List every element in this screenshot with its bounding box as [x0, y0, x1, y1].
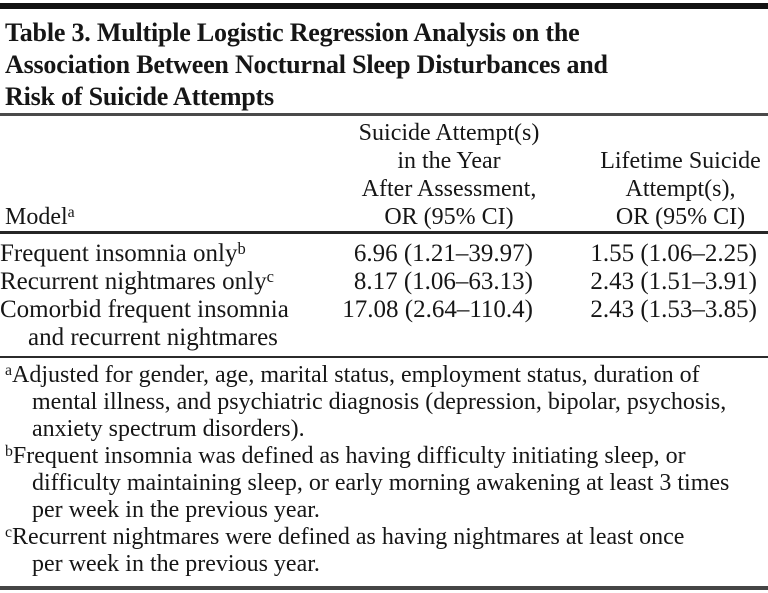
or-year-after-value: 17.08 (2.64–110.4)	[342, 296, 533, 323]
footnote-b	[5, 442, 764, 524]
footnote-line: difficulty maintaining sleep, or early morning awakening at least 3 times	[32, 470, 730, 496]
model-label: Frequent insomnia only	[0, 240, 238, 267]
footnote-marker-c: c	[5, 523, 13, 541]
model-cell	[0, 296, 332, 352]
bottom-border-bar	[0, 586, 768, 590]
footnote-line: anxiety spectrum disorders).	[32, 416, 305, 442]
table-title-line-3: Risk of Suicide Attempts	[5, 82, 274, 111]
table-row-comorbid	[0, 296, 768, 352]
footnote-a	[5, 361, 764, 443]
footnote-line: mental illness, and psychiatric diagnosis (depression, bipolar, psychosis,	[32, 389, 727, 415]
footnote-marker-b-ref: b	[237, 238, 246, 258]
model-label: Recurrent nightmares only	[0, 268, 267, 295]
footnote-text: Frequent insomnia was defined as having difficulty initiating sleep, or	[12, 443, 686, 469]
column-header-line: Lifetime Suicide	[600, 148, 761, 174]
table-row-frequent-insomnia	[0, 240, 768, 268]
table-title-line-1: Table 3. Multiple Logistic Regression Analysis on the	[5, 18, 580, 47]
column-header-line: Attempt(s),	[625, 176, 736, 202]
model-cell	[0, 268, 332, 296]
or-year-after-value: 6.96 (1.21–39.97)	[353, 240, 533, 267]
or-lifetime-value: 2.43 (1.51–3.91)	[590, 268, 757, 295]
rule-under-body	[0, 356, 768, 358]
table-body	[0, 240, 768, 352]
or-lifetime-value: 1.55 (1.06–2.25)	[590, 240, 757, 267]
model-label-line-1: Comorbid frequent insomnia	[0, 296, 289, 323]
footnote-marker-b: b	[5, 442, 13, 460]
column-header-model	[5, 203, 337, 231]
rule-under-title	[0, 113, 768, 116]
footnote-marker-c-ref: c	[266, 266, 274, 286]
column-header-lifetime-suicide-attempt	[541, 147, 765, 231]
or-lifetime-value: 2.43 (1.53–3.85)	[590, 296, 757, 323]
table-title	[0, 17, 768, 113]
model-cell	[0, 240, 332, 268]
footnote-line	[5, 524, 764, 551]
footnote-marker-a: a	[5, 361, 13, 379]
footnote-text: Adjusted for gender, age, marital status, employment status, duration of	[12, 362, 700, 388]
footnote-c	[5, 523, 764, 578]
column-header-line: After Assessment,	[361, 176, 537, 202]
column-header-line: OR (95% CI)	[384, 204, 514, 230]
footnote-text: Recurrent nightmares were defined as having nightmares at least once	[12, 524, 685, 550]
footnote-line	[5, 443, 764, 470]
table-column-headers	[5, 119, 765, 231]
table-row-recurrent-nightmares	[0, 268, 768, 296]
rule-under-header	[0, 231, 768, 234]
top-border-bar	[0, 3, 768, 9]
table-title-line-2: Association Between Nocturnal Sleep Disturbances and	[5, 50, 608, 79]
column-header-line: OR (95% CI)	[615, 204, 746, 230]
column-header-line: in the Year	[397, 148, 501, 174]
or-year-after-value: 8.17 (1.06–63.13)	[353, 268, 533, 295]
footnote-line	[5, 362, 764, 389]
column-header-model-label: Model	[5, 204, 68, 230]
model-label-line-2: and recurrent nightmares	[28, 324, 278, 351]
column-header-suicide-attempt-year-after	[337, 119, 541, 231]
footnote-line: per week in the previous year.	[32, 551, 320, 577]
table-footnotes	[0, 362, 768, 578]
footnote-marker-a-ref: a	[67, 203, 75, 221]
column-header-line: Suicide Attempt(s)	[358, 120, 540, 146]
footnote-line: per week in the previous year.	[32, 497, 320, 523]
